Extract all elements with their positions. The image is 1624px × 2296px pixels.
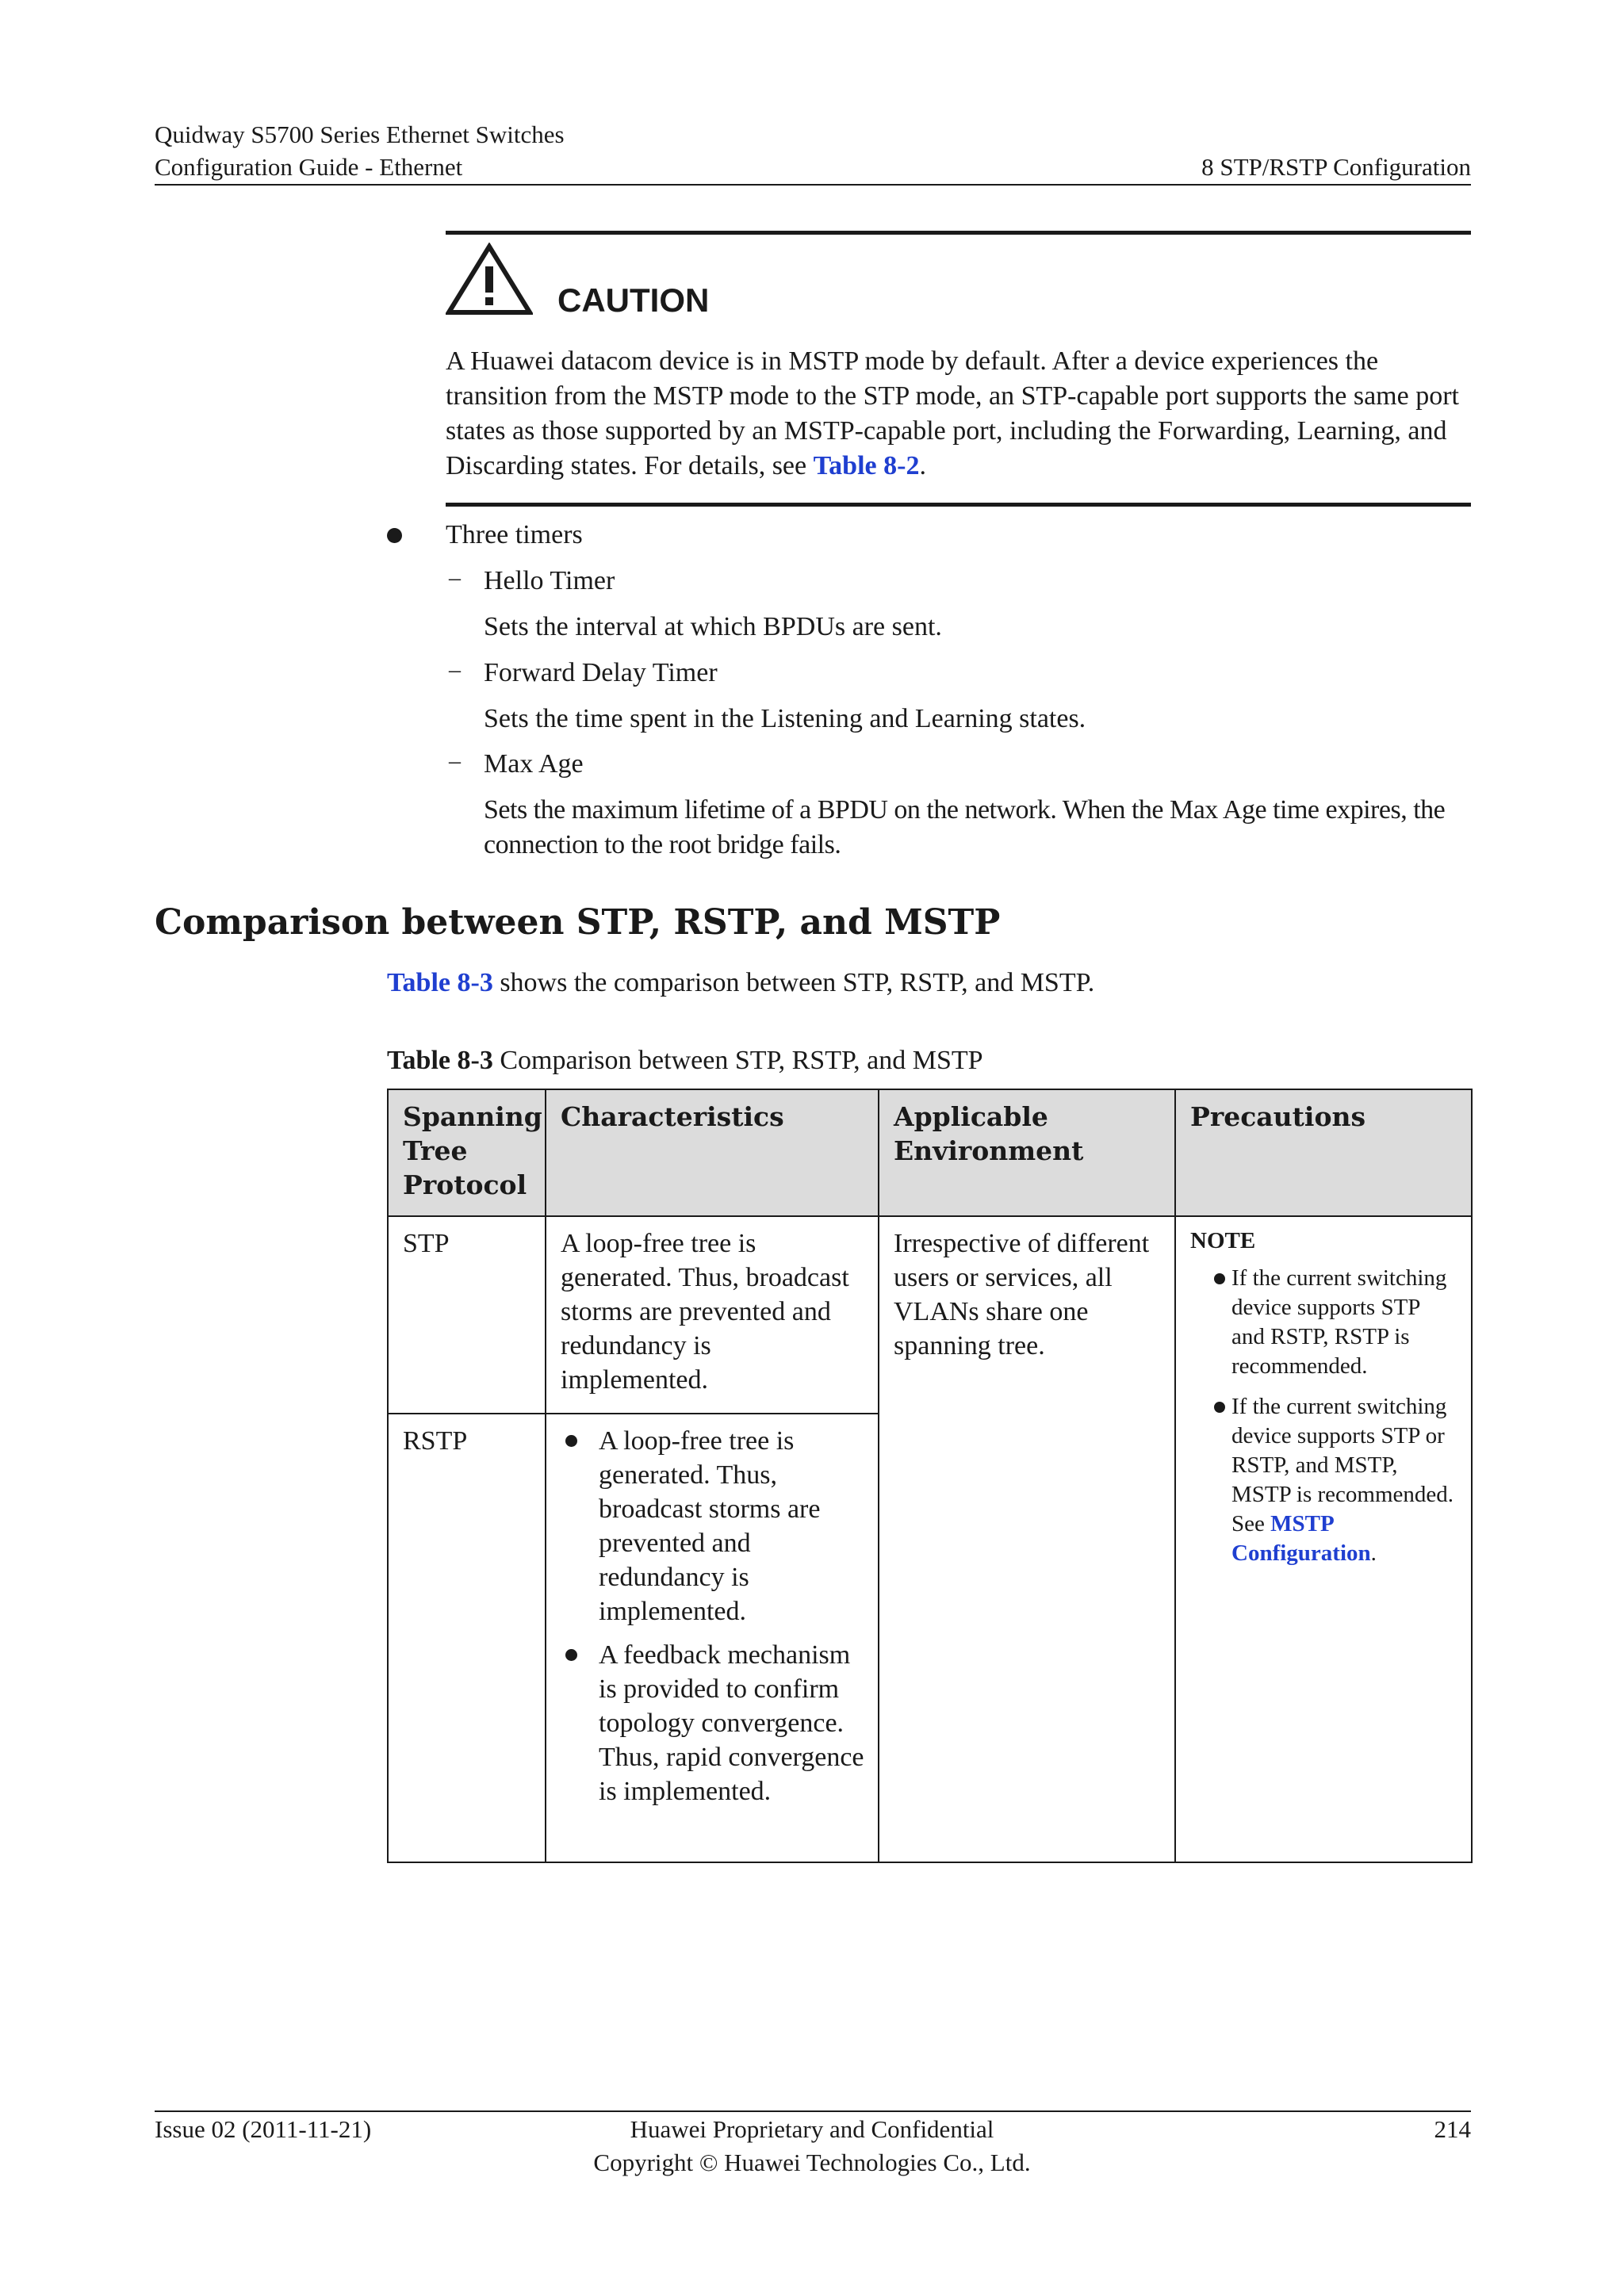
footer-confidential: Huawei Proprietary and Confidential bbox=[630, 2115, 994, 2143]
note-label: NOTE bbox=[1190, 1228, 1256, 1253]
column-header: Applicable Environment bbox=[879, 1089, 1175, 1216]
bullet-dot-icon bbox=[565, 1649, 577, 1661]
table-caption-text: Comparison between STP, RSTP, and MSTP bbox=[492, 1046, 983, 1075]
note-item-text: If the current switching device supports STP and RSTP, RSTP is recommended. bbox=[1231, 1265, 1447, 1379]
timer-name: Hello Timer bbox=[484, 566, 615, 595]
environment-cell: Irrespective of different users or services, all VLANs share one spanning tree. bbox=[879, 1216, 1175, 1862]
table-8-2-link[interactable]: Table 8-2 bbox=[813, 451, 920, 480]
timers-heading: Three timers bbox=[446, 520, 583, 549]
note-item bbox=[1190, 1264, 1458, 1381]
protocol-cell: RSTP bbox=[388, 1414, 546, 1862]
section-heading: Comparison between STP, RSTP, and MSTP bbox=[155, 902, 1001, 943]
header-product: Quidway S5700 Series Ethernet Switches bbox=[155, 121, 565, 148]
precautions-cell bbox=[1175, 1216, 1472, 1862]
mstp-configuration-link[interactable]: MSTP Configuration bbox=[1231, 1511, 1371, 1566]
timer-desc: Sets the maximum lifetime of a BPDU on the network. When the Max Age time expires, the connection to the root bridge fails. bbox=[484, 795, 1446, 859]
protocol-cell: STP bbox=[388, 1216, 546, 1414]
note-item bbox=[1190, 1392, 1458, 1568]
timer-desc: Sets the interval at which BPDUs are sent. bbox=[484, 612, 942, 641]
caution-top-rule bbox=[446, 231, 1471, 235]
caution-bottom-rule bbox=[446, 503, 1471, 507]
section-intro-text: shows the comparison between STP, RSTP, and MSTP. bbox=[492, 968, 1095, 997]
header-chapter: 8 STP/RSTP Configuration bbox=[1201, 153, 1471, 181]
header-guide: Configuration Guide - Ethernet bbox=[155, 153, 463, 181]
characteristics-cell: A loop-free tree is generated. Thus, broadcast storms are prevented and redundancy is implemented. bbox=[546, 1216, 879, 1414]
bullet-dot-icon bbox=[1214, 1273, 1225, 1284]
table-caption bbox=[387, 1043, 983, 1078]
table-header-row bbox=[388, 1089, 1472, 1216]
section-intro bbox=[387, 966, 1094, 1001]
list-item bbox=[561, 1424, 865, 1628]
timer-desc: Sets the time spent in the Listening and Learning states. bbox=[484, 704, 1086, 733]
header-rule bbox=[155, 184, 1471, 186]
footer-copyright: Copyright © Huawei Technologies Co., Ltd. bbox=[593, 2149, 1031, 2176]
column-header: Precautions bbox=[1175, 1089, 1472, 1216]
table-row bbox=[388, 1216, 1472, 1414]
note-item-end: . bbox=[1370, 1540, 1377, 1566]
table-caption-label: Table 8-3 bbox=[387, 1046, 493, 1075]
list-item-text: A feedback mechanism is provided to confirm topology convergence. Thus, rapid convergence is implemented. bbox=[599, 1640, 864, 1806]
dash-marker: – bbox=[449, 748, 461, 774]
bullet-dot-icon bbox=[387, 528, 402, 543]
caution-text-end: . bbox=[919, 451, 926, 480]
page-number: 214 bbox=[1434, 2115, 1471, 2143]
timer-name: Forward Delay Timer bbox=[484, 658, 718, 687]
timer-name: Max Age bbox=[484, 749, 584, 779]
dash-marker: – bbox=[449, 564, 461, 591]
footer-rule bbox=[155, 2110, 1471, 2112]
column-header: Characteristics bbox=[546, 1089, 879, 1216]
list-item bbox=[561, 1638, 865, 1808]
note-list bbox=[1190, 1264, 1458, 1568]
table-8-3-link[interactable]: Table 8-3 bbox=[387, 968, 493, 997]
caution-title: CAUTION bbox=[557, 281, 710, 319]
note-item-text: If the current switching device supports STP or RSTP, and MSTP, MSTP is recommended. See bbox=[1231, 1394, 1454, 1536]
footer-issue: Issue 02 (2011-11-21) bbox=[155, 2115, 372, 2143]
dash-marker: – bbox=[449, 656, 461, 683]
comparison-table bbox=[387, 1089, 1473, 1863]
warning-triangle-icon bbox=[446, 243, 533, 316]
bullet-dot-icon bbox=[565, 1435, 577, 1447]
characteristics-list bbox=[561, 1424, 865, 1808]
characteristics-cell bbox=[546, 1414, 879, 1862]
list-item-text: A loop-free tree is generated. Thus, broadcast storms are prevented and redundancy is implemented. bbox=[599, 1426, 821, 1626]
caution-text bbox=[446, 344, 1477, 484]
column-header: Spanning Tree Protocol bbox=[388, 1089, 546, 1216]
bullet-dot-icon bbox=[1214, 1402, 1225, 1413]
caution-text-body: A Huawei datacom device is in MSTP mode by default. After a device experiences the transition from the MSTP mode to the STP mode, an STP-capable port supports the same port states as those supported by an MSTP-capable port, including the Forwarding, Learning, and Discarding states. For details, see bbox=[446, 346, 1459, 480]
